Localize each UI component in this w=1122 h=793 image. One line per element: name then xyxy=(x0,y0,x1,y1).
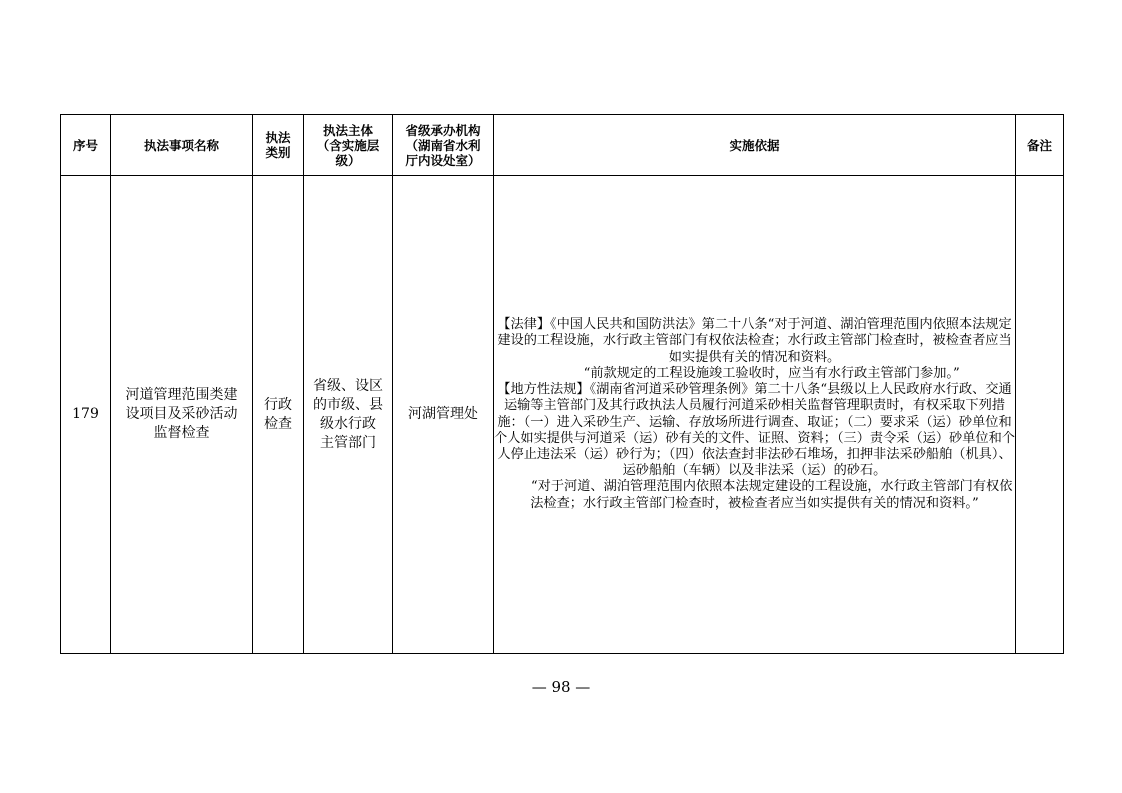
cell-provincial-org: 河湖管理处 xyxy=(393,176,494,654)
header-category-line: 执法 xyxy=(265,130,291,145)
header-subject-line: （含实施层 xyxy=(316,137,380,153)
cell-subject xyxy=(304,176,393,654)
item-name-line: 设项目及采砂活动 xyxy=(125,406,238,422)
category-line: 检查 xyxy=(264,415,292,432)
cell-category xyxy=(253,176,304,654)
cell-basis xyxy=(494,176,1016,654)
category-line: 行政 xyxy=(264,396,292,413)
header-category xyxy=(253,115,304,176)
enforcement-table xyxy=(60,114,1064,654)
header-org-line: （湖南省水利 xyxy=(405,137,481,153)
basis-paragraph: 【法律】《中国人民共和国防洪法》第二十八条“对于河道、湖泊管理范围内依照本法规定建设的工程设施，水行政主管部门有权依法检查；水行政主管部门检查时，被检查者应当如实提供有关的情况和资料。 xyxy=(497,317,1012,365)
table-row xyxy=(61,176,1064,654)
basis-paragraph: “前款规定的工程设施竣工验收时，应当有水行政主管部门参加。” xyxy=(583,365,960,381)
header-org-line: 厅内设处室） xyxy=(405,152,481,168)
header-remarks: 备注 xyxy=(1016,115,1064,176)
header-index: 序号 xyxy=(61,115,111,176)
header-subject-line: 级） xyxy=(335,152,361,168)
header-provincial-org xyxy=(393,115,494,176)
header-org-line: 省级承办机构 xyxy=(405,122,481,138)
basis-paragraph: 【地方性法规】《湖南省河道采砂管理条例》第二十八条“县级以上人民政府水行政、交通运输等主管部门及其行政执法人员履行河道采砂相关监督管理职责时，有权采取下列措施：（一）进入采砂生产、运输、存放场所进行调查、取证；（二）要求采（运）砂单位和个人如实提供与河道采（运）砂有关的文件、证照、资料；（三）责令采（运）砂单位和个人停止违法采（运）砂行为；（四）依法查封非法砂石堆场，扣押非法采砂船舶（机具）、运砂船舶（车辆）以及非法采（运）的砂石。 xyxy=(494,382,1015,479)
subject-line: 的市级、县 xyxy=(313,396,383,413)
header-row xyxy=(61,115,1064,176)
header-subject-line: 执法主体 xyxy=(322,122,373,138)
header-item-name: 执法事项名称 xyxy=(111,115,253,176)
header-basis: 实施依据 xyxy=(494,115,1016,176)
item-name-line: 监督检查 xyxy=(153,425,210,441)
header-subject xyxy=(304,115,393,176)
subject-line: 省级、设区 xyxy=(313,377,383,394)
item-name-line: 河道管理范围类建 xyxy=(125,387,238,403)
header-category-line: 类别 xyxy=(265,145,291,160)
cell-item-name xyxy=(111,176,253,654)
cell-remarks xyxy=(1016,176,1064,654)
basis-paragraph: “对于河道、湖泊管理范围内依照本法规定建设的工程设施，水行政主管部门有权依法检查；水行政主管部门检查时，被检查者应当如实提供有关的情况和资料。” xyxy=(530,479,1013,511)
page-number: — 98 — xyxy=(531,678,591,696)
subject-line: 主管部门 xyxy=(320,434,376,451)
cell-index: 179 xyxy=(61,176,111,654)
subject-line: 级水行政 xyxy=(320,415,376,432)
